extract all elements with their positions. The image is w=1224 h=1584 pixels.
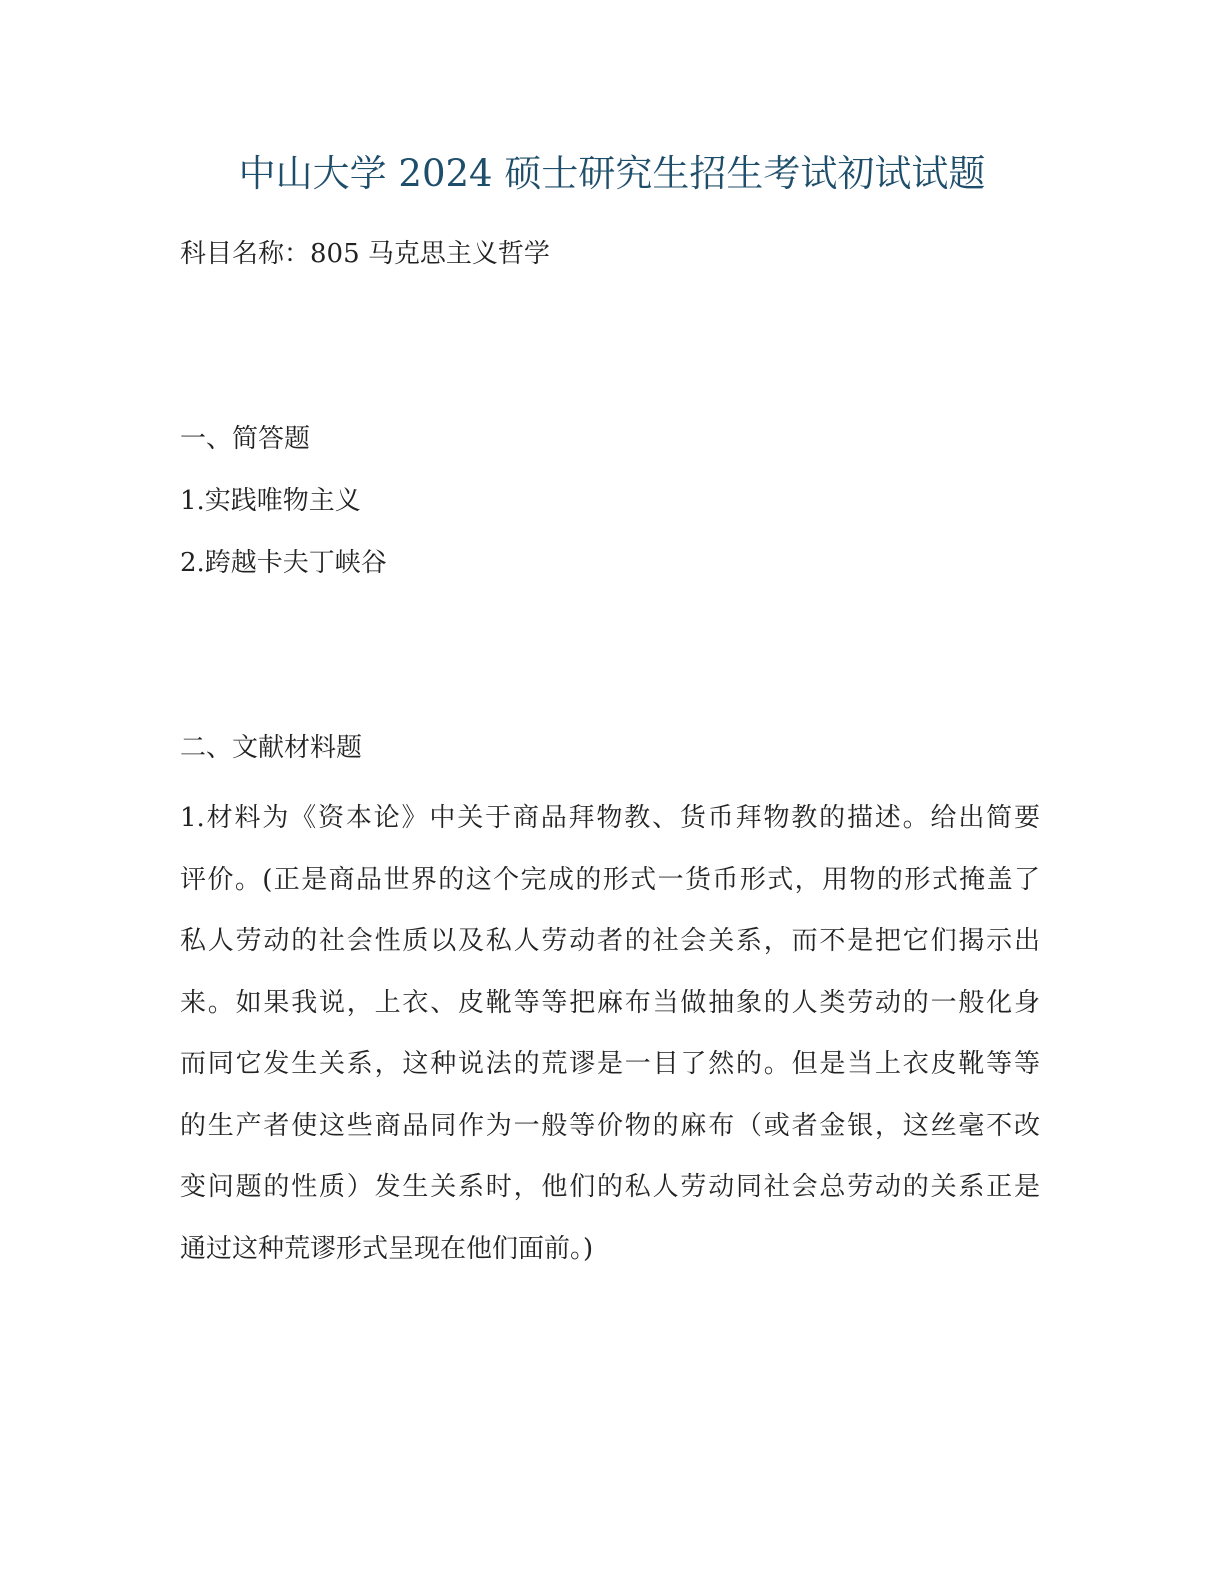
paragraph-line: 而同它发生关系，这种说法的荒谬是一目了然的。但是当上衣皮靴等等	[180, 1049, 1040, 1079]
paragraph-line: 1.材料为《资本论》中关于商品拜物教、货币拜物教的描述。给出简要	[180, 803, 1040, 833]
section-heading-short-answer: 一、简答题	[180, 424, 311, 454]
paragraph-line: 来。如果我说，上衣、皮靴等等把麻布当做抽象的人类劳动的一般化身	[180, 987, 1040, 1018]
paragraph-line: 变问题的性质）发生关系时，他们的私人劳动同社会总劳动的关系正是	[180, 1172, 1040, 1202]
paragraph-line: 的生产者使这些商品同作为一般等价物的麻布（或者金银，这丝毫不改	[180, 1110, 1040, 1141]
paragraph-line: 评价。(正是商品世界的这个完成的形式一货币形式，用物的形式掩盖了	[180, 864, 1040, 895]
section-heading-literature: 二、文献材料题	[180, 733, 363, 763]
question-item: 2.跨越卡夫丁峡谷	[180, 548, 387, 578]
subject-line: 科目名称：805 马克思主义哲学	[180, 239, 550, 269]
paragraph-line: 私人劳动的社会性质以及私人劳动者的社会关系，而不是把它们揭示出	[180, 926, 1040, 956]
page-title: 中山大学 2024 硕士研究生招生考试初试试题	[238, 152, 986, 195]
literature-question-paragraph	[180, 788, 1040, 1280]
paragraph-line: 通过这种荒谬形式呈现在他们面前。)	[180, 1233, 594, 1264]
question-item: 1.实践唯物主义	[180, 486, 361, 516]
